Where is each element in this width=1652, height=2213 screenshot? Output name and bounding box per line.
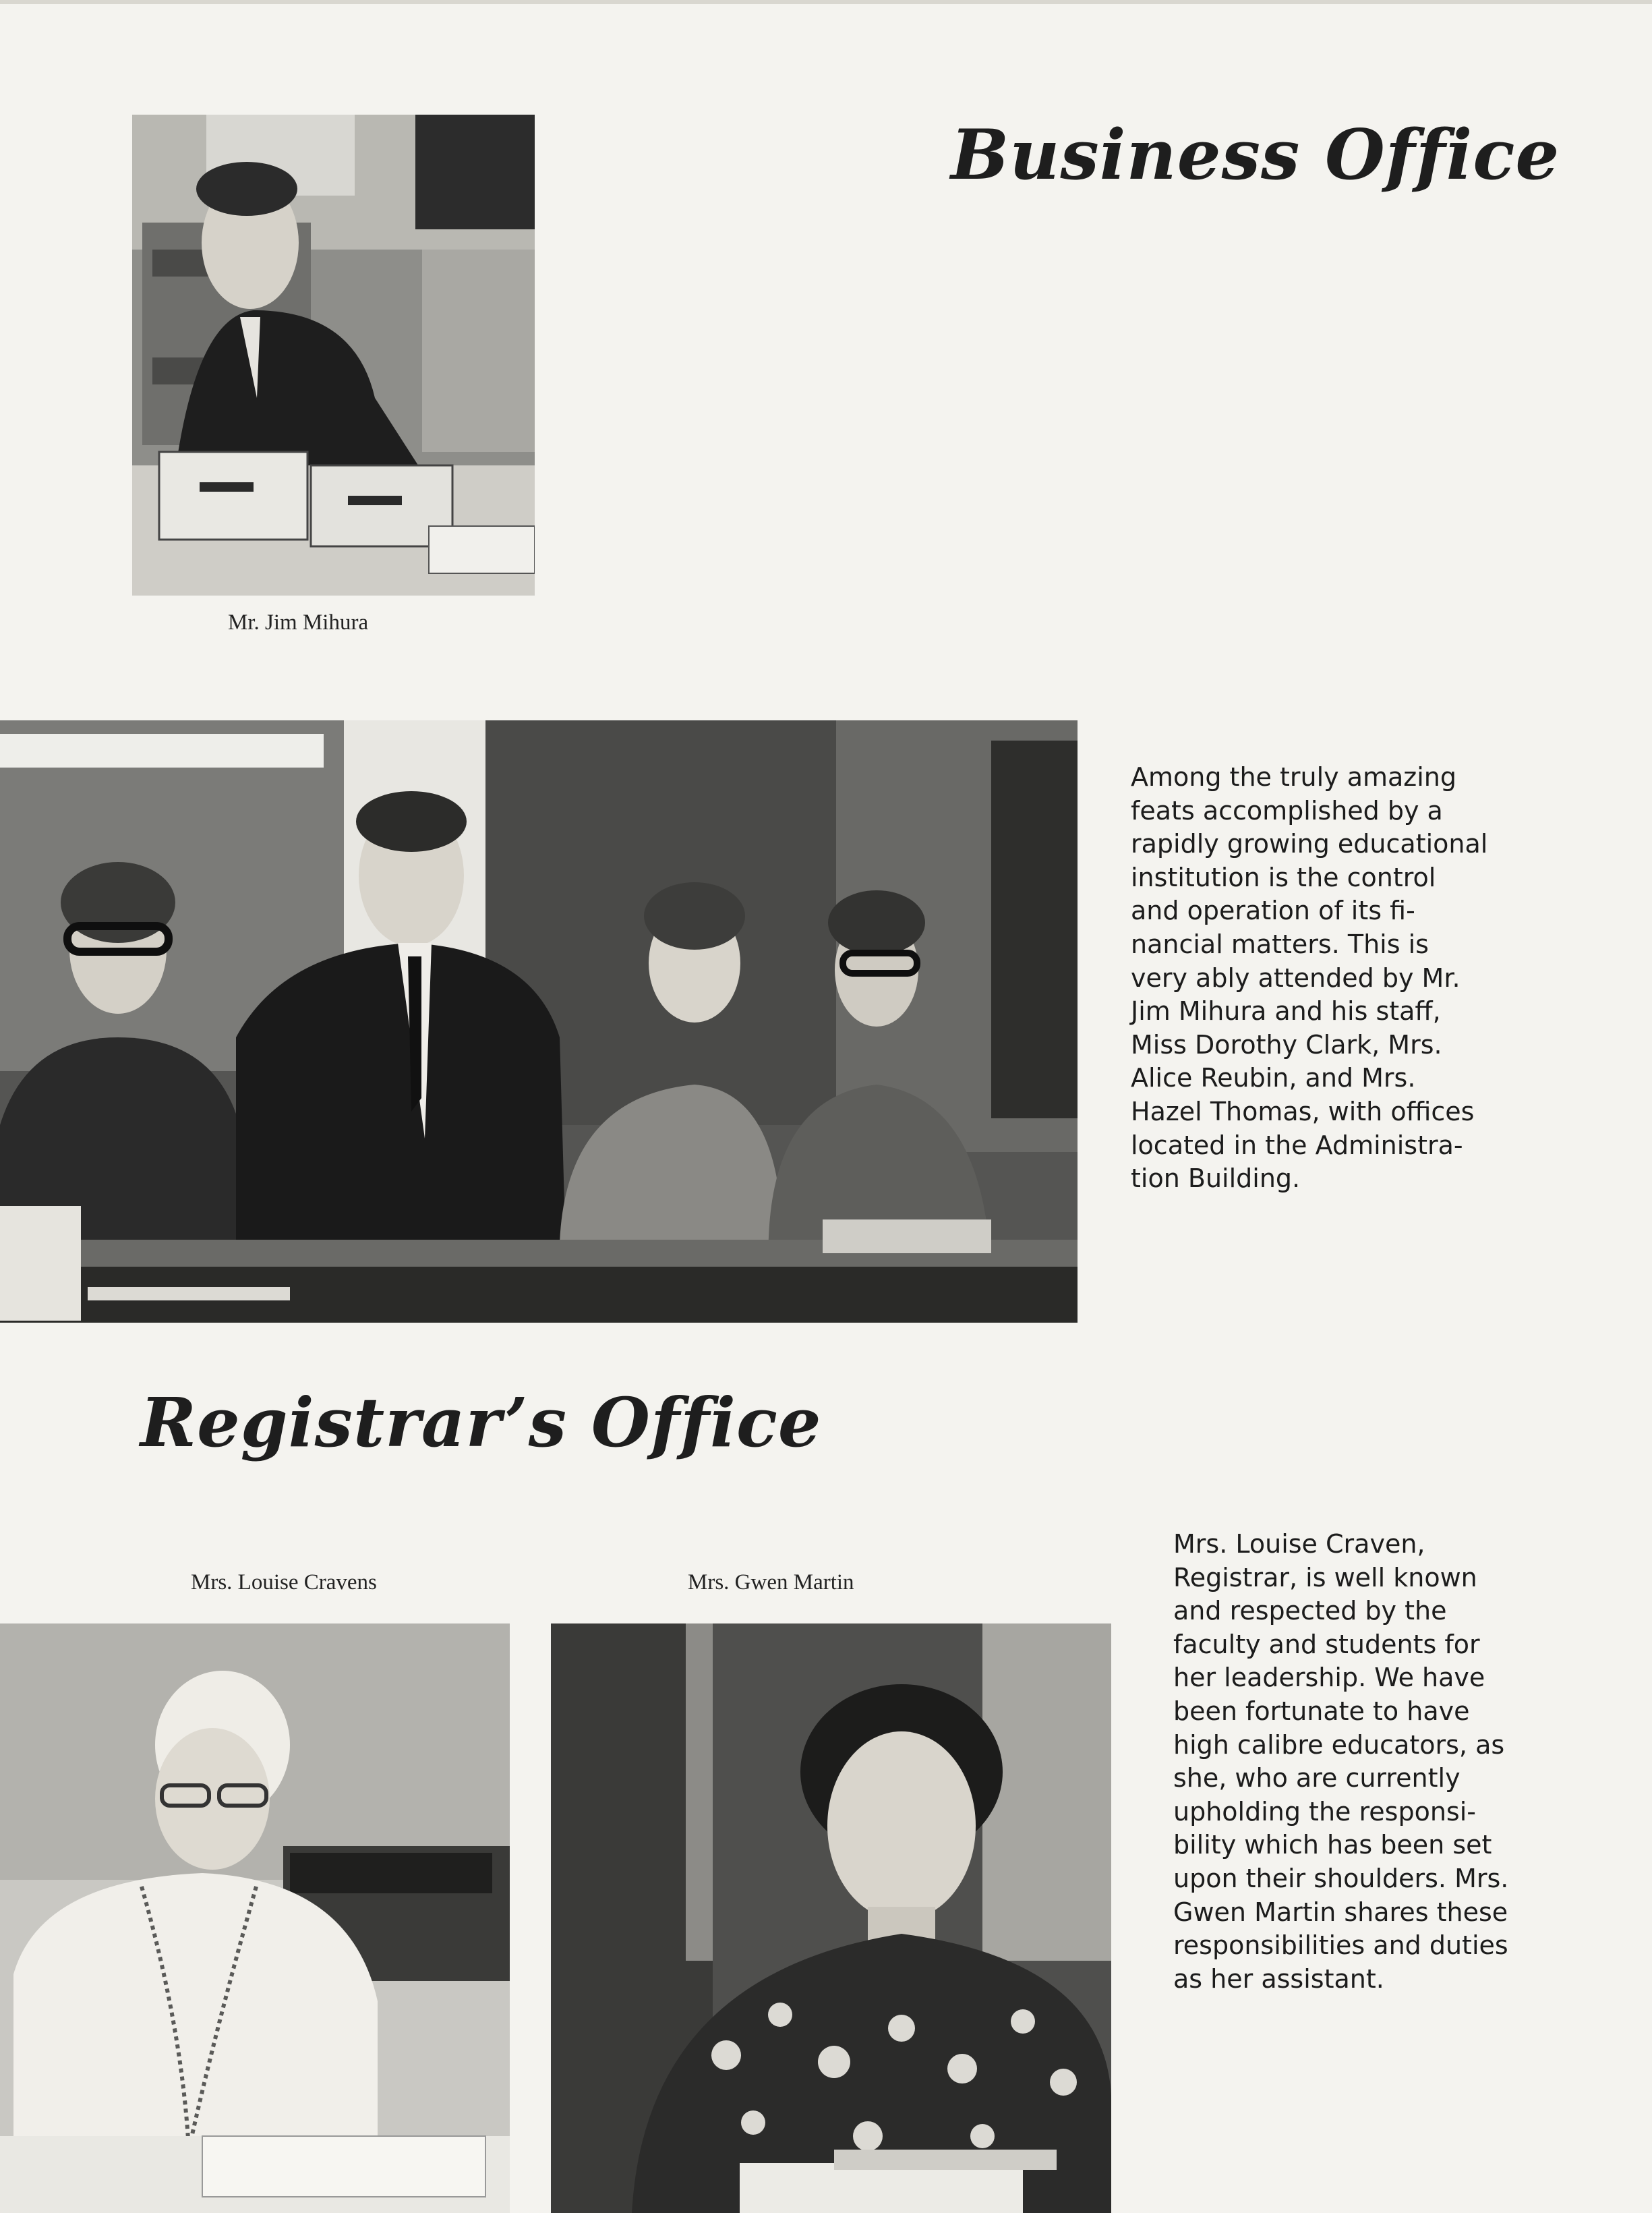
text-line: upholding the responsi- <box>1173 1796 1476 1827</box>
text-line: tion Building. <box>1131 1163 1301 1194</box>
text-line: Miss Dorothy Clark, Mrs. <box>1131 1029 1442 1060</box>
text-line: responsibilities and duties <box>1173 1930 1508 1961</box>
text-line: Alice Reubin, and Mrs. <box>1131 1063 1416 1093</box>
text-line: as her assistant. <box>1173 1963 1384 1994</box>
text-line: high calibre educators, as <box>1173 1729 1505 1760</box>
text-line: her leadership. We have <box>1173 1663 1485 1693</box>
business-office-paragraph <box>1131 761 1487 1196</box>
text-line: upon their shoulders. Mrs. <box>1173 1863 1509 1893</box>
portrait-gwen-martin-caption: Mrs. Gwen Martin <box>688 1570 854 1594</box>
text-line: nancial matters. This is <box>1131 929 1429 959</box>
text-line: bility which has been set <box>1173 1830 1492 1860</box>
text-line: Gwen Martin shares these <box>1173 1897 1508 1927</box>
page-top-edge <box>0 0 1652 4</box>
text-line: institution is the control <box>1131 862 1436 892</box>
text-line: been fortunate to have <box>1173 1696 1470 1726</box>
portrait-jim-mihura-photo <box>132 115 535 596</box>
text-line: very ably attended by Mr. <box>1131 962 1461 993</box>
text-line: faculty and students for <box>1173 1629 1480 1659</box>
text-line: and respected by the <box>1173 1596 1447 1626</box>
text-line: rapidly growing educational <box>1131 829 1488 859</box>
portrait-jim-mihura-caption: Mr. Jim Mihura <box>228 610 369 635</box>
business-office-title: Business Office <box>951 115 1560 196</box>
text-line: Among the truly amazing <box>1131 762 1457 792</box>
registrar-office-paragraph <box>1173 1528 1508 1996</box>
registrar-office-title: Registrar’s Office <box>140 1383 822 1462</box>
text-line: feats accomplished by a <box>1131 795 1443 826</box>
text-line: Jim Mihura and his staff, <box>1131 996 1441 1027</box>
text-line: located in the Administra- <box>1131 1130 1463 1160</box>
portrait-louise-cravens-photo <box>0 1623 510 2213</box>
business-office-staff-photo <box>0 720 1078 1323</box>
portrait-gwen-martin-photo <box>551 1623 1111 2213</box>
text-line: she, who are currently <box>1173 1763 1461 1793</box>
text-line: Mrs. Louise Craven, <box>1173 1529 1425 1559</box>
text-line: Registrar, is well known <box>1173 1562 1477 1592</box>
text-line: and operation of its fi- <box>1131 896 1415 926</box>
portrait-louise-cravens-caption: Mrs. Louise Cravens <box>191 1570 377 1594</box>
text-line: Hazel Thomas, with offices <box>1131 1096 1475 1126</box>
